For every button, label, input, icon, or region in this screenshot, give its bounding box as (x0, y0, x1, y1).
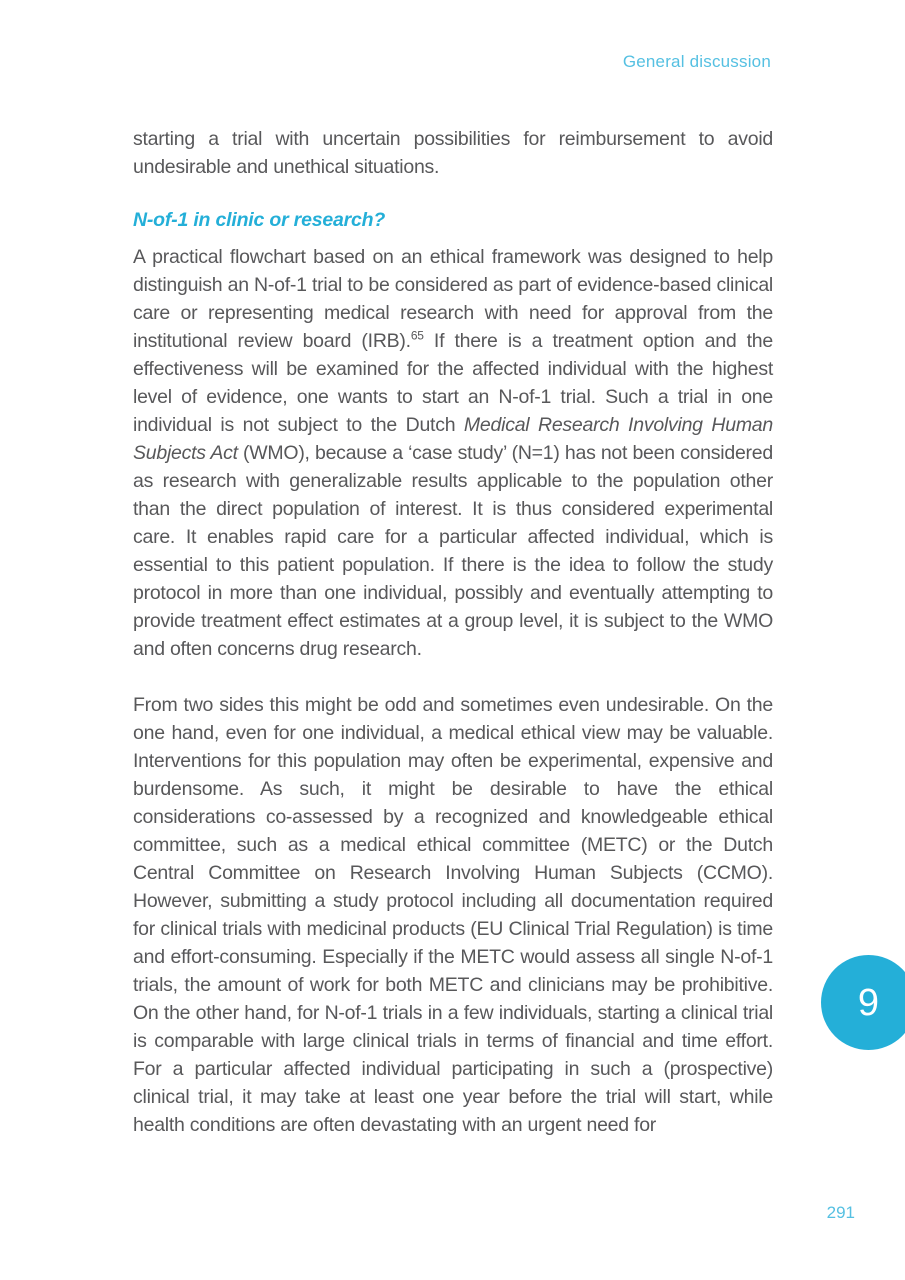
paragraph-two-sides: From two sides this might be odd and sometimes even undesirable. On the one hand, even for one individual, a medical ethical view may be valuable. Interventions for this population may often be experimental, expensive and burdensome. As such, it might be desirable to have the ethical considerations co-assessed by a recognized and knowledgeable ethical committee, such as a medical ethical committee (METC) or the Dutch Central Committee on Research Involving Human Subjects (CCMO). However, submitting a study protocol including all documentation required for clinical trials with medicinal products (EU Clinical Trial Regulation) is time and effort-consuming. Especially if the METC would assess all single N-of-1 trials, the amount of work for both METC and clinicians may be prohibitive. On the other hand, for N-of-1 trials in a few individuals, starting a clinical trial is comparable with large clinical trials in terms of financial and time effort. For a particular affected individual participating in such a (prospective) clinical trial, it may take at least one year before the trial will start, while health conditions are often devastating with an urgent need for (133, 694, 773, 1136)
text-block (133, 125, 773, 1139)
chapter-tab (821, 955, 905, 1050)
paragraph-continuation: starting a trial with uncertain possibilities for reimbursement to avoid undesirable and unethical situations. (133, 128, 773, 178)
page-number: 291 (826, 1203, 855, 1222)
section-heading: N-of-1 in clinic or research? (133, 209, 386, 231)
chapter-number: 9 (857, 981, 880, 1024)
running-header: General discussion (622, 52, 771, 71)
paragraph-flowchart: A practical flowchart based on an ethical framework was designed to help distinguish an N-of-1 trial to be considered as part of evidence-based clinical care or representing medical research with need for approval from the institutional review board (IRB).$^{65}$ If there is a treatment option and the effectiveness will be examined for the affected individual with the highest level of evidence, one wants to start an N-of-1 trial. Such a trial in one individual is not subject to the Dutch Medical Research Involving Human Subjects Act (WMO), because a ‘case study’ (N=1) has not been considered as research with generalizable results applicable to the population other than the direct population of interest. It is thus considered experimental care. It enables rapid care for a particular affected individual, which is essential to this patient population. If there is the idea to follow the study protocol in more than one individual, possibly and eventually attempting to provide treatment effect estimates at a group level, it is subject to the WMO and often concerns drug research. (133, 246, 773, 660)
